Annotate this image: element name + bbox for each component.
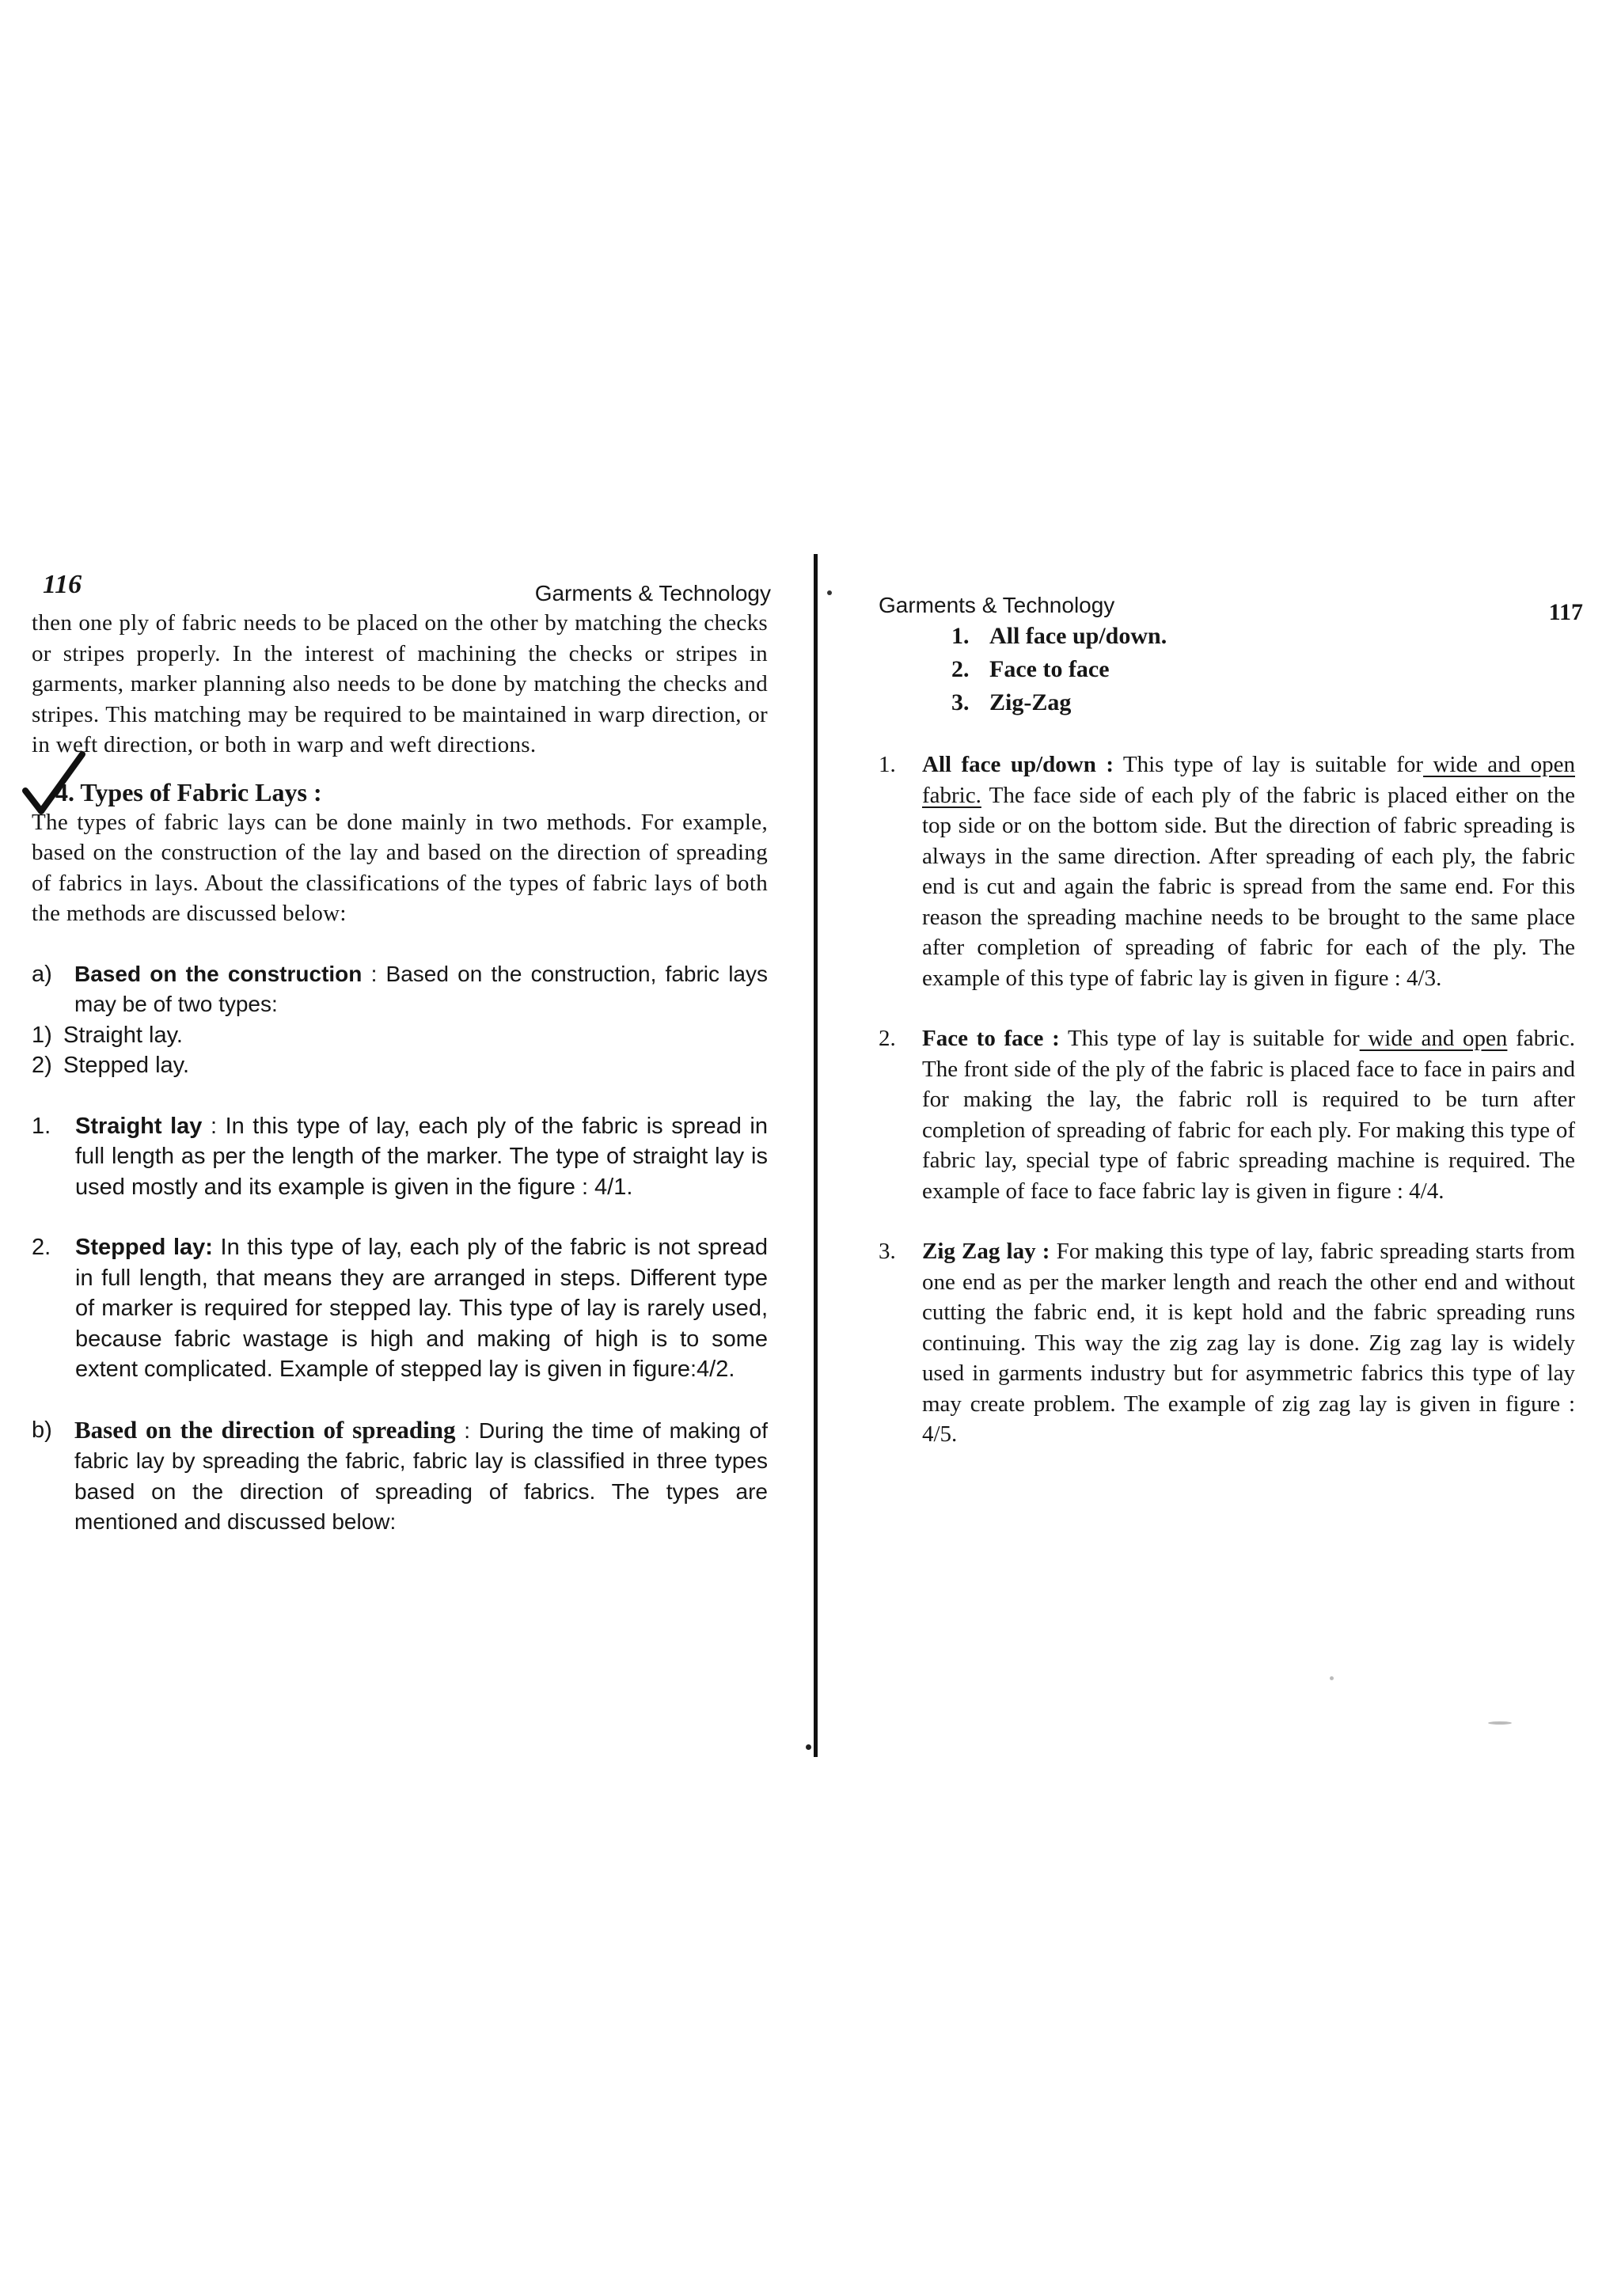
spine-mark (827, 590, 832, 595)
sub-list-item (32, 1020, 768, 1051)
right-page (879, 582, 1583, 1450)
classification-b (32, 1415, 768, 1538)
item-marker: 3. (879, 1239, 896, 1264)
handwritten-underline: wide and open (1359, 1026, 1508, 1051)
item-heading: Stepped lay: (75, 1235, 213, 1260)
item-marker: 1. (32, 1113, 51, 1139)
spreading-types-list (951, 620, 1575, 719)
handwritten-check-icon (19, 750, 90, 821)
item-text: : During the time of making of fabric lay by spreading the fabric, fabric lay is classified in three types based on the direction of spreading of fabrics. The types are mentioned and discussed below: (74, 1417, 768, 1534)
lay-type-item: 2. Face to face : This type of lay is suitable for wide and open fabric. The front side of the ply of the fabric is placed face to face in pairs and for making the lay, the fabric roll is required to be turn after completion of spreading of fabric for each ply. For making this type of fabric lay, special type of fabric spreading machine is required. The example of face to face fabric lay is given in figure : 4/4. (879, 1023, 1575, 1206)
scan-speck (1488, 1721, 1512, 1725)
item-marker: b) (32, 1417, 52, 1443)
item-marker: 2. (32, 1235, 51, 1260)
sub-list-item (32, 1050, 768, 1081)
item-text: : In this type of lay, each ply of the fabric is spread in full length as per the length of the marker. The type of straight lay is used mostly and its example is given in the figure : 4/1. (75, 1113, 768, 1200)
handwritten-underline: wide and open fabric. (922, 752, 1575, 808)
lay-type-item (32, 1111, 768, 1203)
section-title: Types of Fabric Lays : (80, 777, 322, 806)
left-page (32, 570, 771, 1538)
list-item: 3. Zig-Zag (951, 689, 1072, 715)
page-number: 117 (1548, 599, 1583, 625)
item-marker: 1) (32, 1022, 52, 1048)
list-item: 2. Face to face (951, 656, 1110, 682)
item-text: For making this type of lay, fabric spreading starts from one end as per the marker length and reach the other end and without cutting the fabric end, it is kept hold and the fabric spreading runs continuing. This way the zig zag lay is done. Zig zag lay is widely used in garments industry but for asymmetric fabrics this type of lay may create problem. The example of zig zag lay is given in figure : 4/5. (922, 1239, 1575, 1447)
item-body (74, 959, 768, 1020)
scan-speck (1330, 1676, 1334, 1680)
list-item: 1. All face up/down. (951, 623, 1167, 649)
item-text: : Based on the construction, fabric lays may be of two types: (74, 961, 768, 1016)
item-marker: 1. (879, 752, 896, 777)
book-spine (814, 554, 818, 1757)
section-heading (55, 778, 768, 807)
running-head: Garments & Technology (534, 581, 771, 605)
item-heading: Based on the direction of spreading (74, 1415, 456, 1444)
item-marker: 2) (32, 1053, 52, 1078)
item-heading: Zig Zag lay : (922, 1239, 1050, 1264)
item-text: In this type of lay, each ply of the fabric is not spread in full length, that means they are arranged in steps. Different type of marker is required for stepped lay. This type of lay is rarely used, because fabric wastage is high and making of high is to some extent complicated. Example of stepped lay is given in figure:4/2. (75, 1235, 768, 1382)
item-marker: 2. (879, 1026, 896, 1051)
lay-type-item (32, 1232, 768, 1385)
page-header (879, 582, 1583, 625)
classification-a (32, 959, 768, 1020)
section-number: 4. (55, 777, 74, 806)
item-heading: All face up/down : (922, 752, 1114, 777)
intro-paragraph: then one ply of fabric needs to be placed on the other by matching the checks or stripes properly. In the interest of machining the checks or stripes in garments, marker planning also needs to be done by matching the checks and stripes. This matching may be required to be maintained in warp direction, or in weft direction, or both in warp and weft directions. (32, 610, 768, 757)
item-heading: Based on the construction (74, 961, 363, 986)
lay-type-item: 1. All face up/down : This type of lay is suitable for wide and open fabric. The face side of each ply of the fabric is placed either on the top side or on the bottom side. But the direction of fabric spreading is always in the same direction. After spreading of each ply, the fabric end is cut and again the fabric is spread from the same end. For this reason the spreading machine needs to be brought to the same place after completion of spreading of fabric for each of the ply. The example of this type of fabric lay is given in figure : 4/3. (879, 750, 1575, 993)
item-heading: Face to face : (922, 1026, 1060, 1051)
section-body: The types of fabric lays can be done mainly in two methods. For example, based on the construction of the lay and based on the direction of spreading of fabrics in lays. About the classifications of the types of fabric lays of both the methods are discussed below: (32, 809, 768, 926)
item-label: Stepped lay. (63, 1053, 190, 1078)
page-number: 116 (43, 570, 82, 599)
spine-mark (806, 1744, 811, 1750)
item-marker: a) (32, 961, 52, 987)
lay-type-item (879, 1236, 1575, 1450)
item-heading: Straight lay (75, 1113, 203, 1139)
running-head: Garments & Technology (879, 593, 1115, 617)
page-header (32, 570, 771, 608)
item-label: Straight lay. (63, 1022, 183, 1048)
